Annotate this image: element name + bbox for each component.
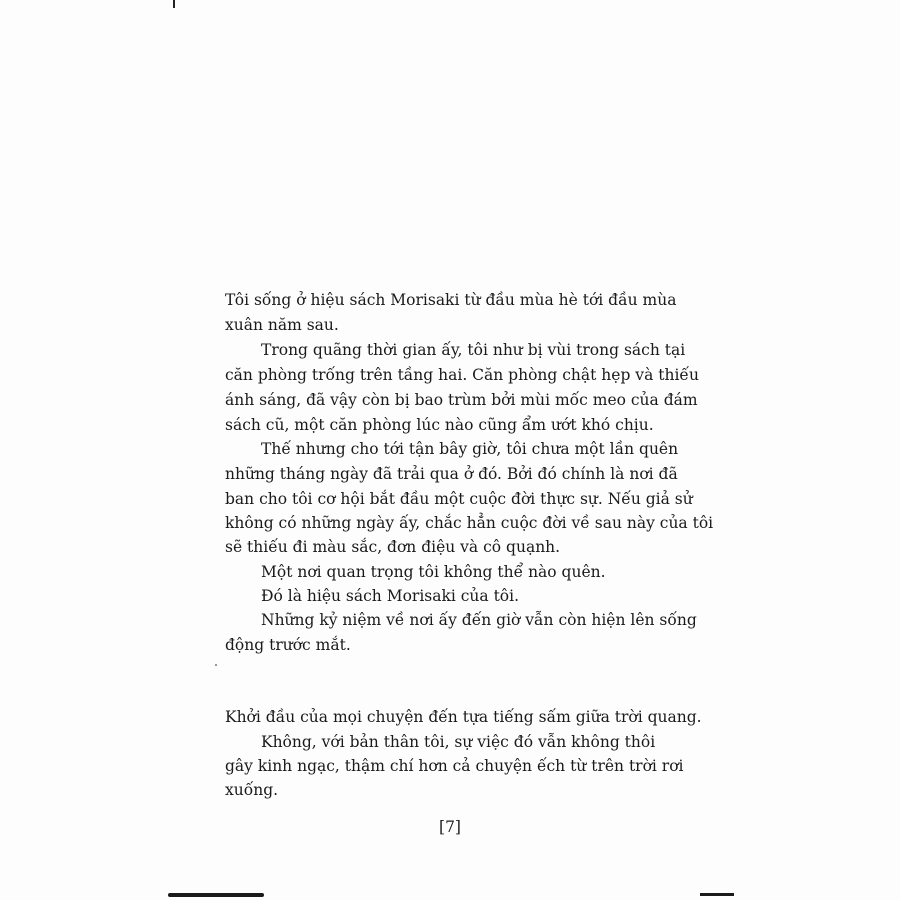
text-line: sẽ thiếu đi màu sắc, đơn điệu và cô quạnh.	[225, 538, 561, 556]
text-line: những tháng ngày đã trải qua ở đó. Bởi đó chính là nơi đã	[225, 465, 678, 483]
text-line: căn phòng trống trên tầng hai. Căn phòng chật hẹp và thiếu	[225, 366, 699, 384]
text-line: Không, với bản thân tôi, sự việc đó vẫn không thôi	[261, 733, 656, 751]
text-line: Tôi sống ở hiệu sách Morisaki từ đầu mùa hè tới đầu mùa	[225, 291, 677, 309]
page-number: [7]	[439, 818, 461, 836]
text-line: xuống.	[225, 781, 279, 799]
page-edge-shadow-left	[168, 893, 264, 897]
text-line: Một nơi quan trọng tôi không thể nào quên.	[261, 563, 606, 581]
text-line: ánh sáng, đã vậy còn bị bao trùm bởi mùi mốc meo của đám	[225, 391, 698, 409]
text-line: ban cho tôi cơ hội bắt đầu một cuộc đời thực sự. Nếu giả sử	[225, 490, 693, 508]
text-line: gây kinh ngạc, thậm chí hơn cả chuyện ếch từ trên trời rơi	[225, 757, 684, 775]
text-line: xuân năm sau.	[225, 316, 339, 334]
text-line: Những kỷ niệm về nơi ấy đến giờ vẫn còn hiện lên sống	[261, 611, 697, 629]
text-line: Đó là hiệu sách Morisaki của tôi.	[261, 587, 520, 605]
text-line: Trong quãng thời gian ấy, tôi như bị vùi trong sách tại	[261, 341, 686, 359]
text-line: Thế nhưng cho tới tận bây giờ, tôi chưa một lần quên	[261, 440, 679, 458]
text-line: không có những ngày ấy, chắc hẳn cuộc đời về sau này của tôi	[225, 514, 714, 532]
text-line: động trước mắt.	[225, 636, 351, 654]
page-edge-mark	[173, 0, 175, 8]
page-edge-shadow-right	[700, 893, 734, 896]
text-line: Khởi đầu của mọi chuyện đến tựa tiếng sấm giữa trời quang.	[225, 708, 702, 726]
text-line: sách cũ, một căn phòng lúc nào cũng ẩm ướt khó chịu.	[225, 416, 654, 434]
page-speck	[215, 664, 217, 666]
